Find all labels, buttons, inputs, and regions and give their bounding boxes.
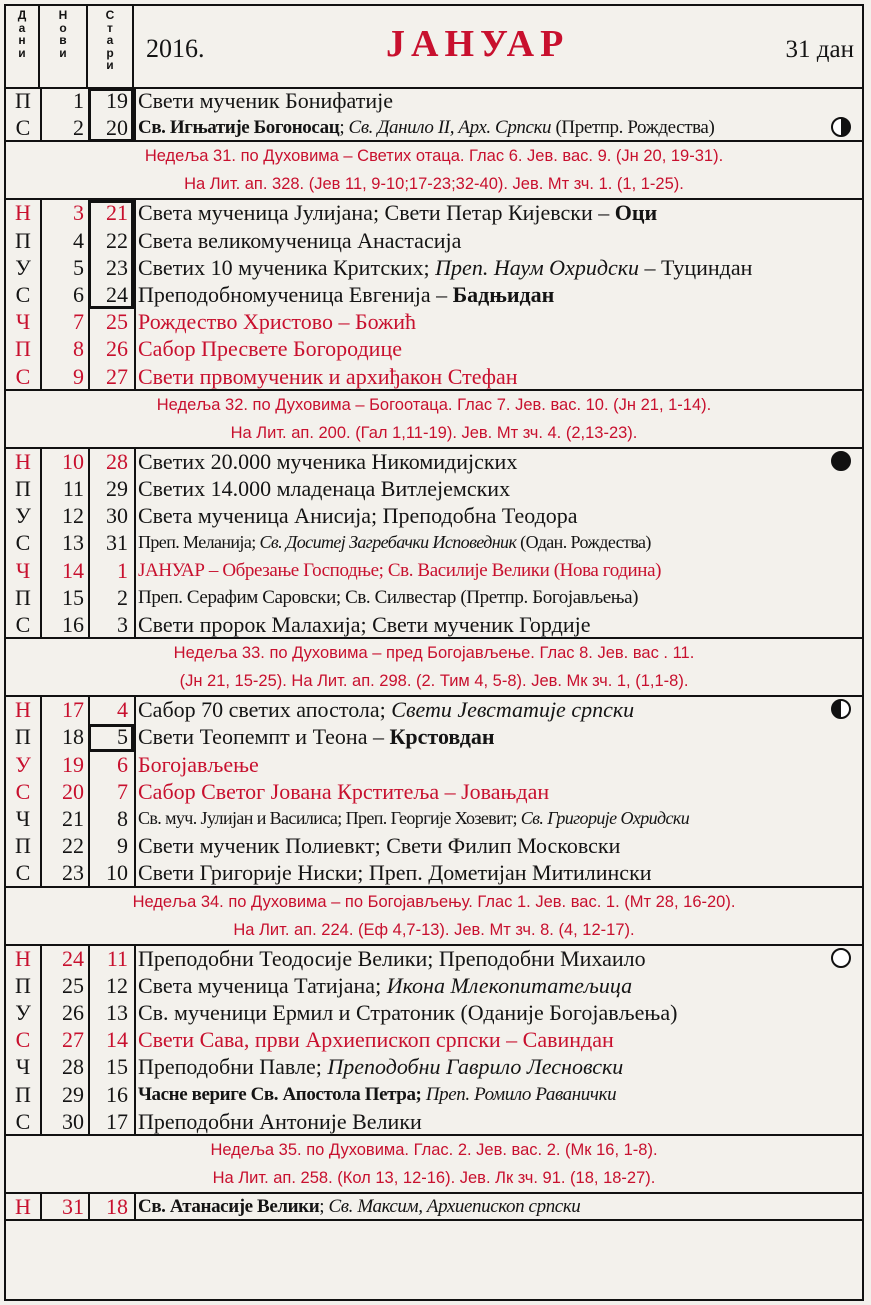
feast-text	[138, 778, 549, 805]
old-date: 8	[117, 806, 128, 831]
old-date: 25	[106, 309, 128, 335]
calendar-page	[4, 4, 864, 1301]
feast-text	[138, 87, 393, 114]
new-date: 24	[62, 945, 84, 971]
gospel-reading-line: На Лит. ап. 258. (Кол 13, 12-16). Јев. Лк зч. 91. (18, 18-27).	[212, 1169, 656, 1187]
feast-text	[138, 448, 517, 475]
old-date: 3	[117, 612, 128, 637]
col-header-letter: в	[59, 33, 67, 47]
col-header-letter: а	[18, 20, 26, 35]
feast-text-segment: Св. Доситеј Загребачки Исповедник	[259, 532, 517, 553]
feast-text-segment: Св. Игњатије Богоносац	[138, 117, 340, 139]
feast-text-segment: Бадњидан	[452, 282, 555, 307]
column-rule	[40, 199, 42, 389]
new-date: 5	[73, 254, 84, 280]
feast-text-segment: Света мученица Анисија; Преподобна Теодора	[138, 503, 578, 529]
new-date: 27	[62, 1027, 84, 1053]
feast-text-segment: Свети Сава, први Архиепископ српски – Савиндан	[138, 1027, 614, 1053]
weekday-letter: Н	[15, 1194, 31, 1219]
col-header-letter: Д	[17, 8, 27, 22]
weekday-letter: Ч	[15, 309, 31, 335]
feast-text	[138, 227, 461, 254]
column-rule	[88, 1193, 90, 1220]
new-date: 29	[62, 1081, 84, 1107]
old-date: 5	[117, 724, 128, 750]
old-date: 9	[117, 833, 128, 859]
feast-text-segment: ;	[319, 1196, 329, 1217]
feast-text-segment: Преп. Ромило Раванички	[425, 1083, 617, 1105]
feast-text-segment: Света мученица Татијана;	[138, 972, 387, 998]
feast-text-segment: Свети првомученик и архиђакон Стефан	[138, 363, 518, 389]
weekday-letter: П	[15, 227, 31, 253]
feast-text-segment: Преподобни Теодосије Велики; Преподобни Михаило	[138, 945, 646, 971]
new-date: 20	[62, 778, 84, 804]
feast-text-segment: Преподобни Гаврило Лесновски	[327, 1054, 624, 1080]
feast-text	[138, 945, 646, 972]
old-date: 23	[106, 254, 128, 280]
feast-text-segment: Свети мученик Бонифатије	[138, 88, 393, 113]
feast-text	[138, 502, 578, 529]
weekday-letter: С	[15, 1027, 31, 1053]
old-date: 16	[106, 1081, 128, 1107]
feast-text	[138, 723, 495, 750]
feast-text	[138, 832, 620, 859]
feast-text-segment: Светих 10 мученика Критских;	[138, 254, 436, 280]
feast-text	[138, 114, 714, 141]
gospel-reading-line: На Лит. ап. 224. (Еф 4,7-13). Јев. Мт зч. 8. (4, 12-17).	[233, 920, 635, 939]
weekday-letter: П	[15, 724, 31, 750]
feast-text-segment: Преподобни Антоније Велики	[138, 1108, 422, 1134]
feast-text-segment: ЈАНУАР – Обрезање Господње; Св. Василије Велики (Нова година)	[138, 559, 662, 581]
weekday-letter: П	[15, 476, 31, 501]
column-rule	[134, 199, 136, 389]
col-header-letter: о	[59, 20, 67, 35]
feast-text	[138, 1026, 614, 1053]
feast-text	[138, 611, 590, 638]
new-date: 14	[62, 557, 84, 583]
feast-text	[138, 972, 632, 999]
new-date: 4	[73, 227, 84, 253]
gospel-reading-line: На Лит. ап. 328. (Јев 11, 9-10;17-23;32-40). Јев. Мт зч. 1. (1, 1-25).	[184, 175, 684, 194]
new-date: 12	[62, 503, 84, 529]
feast-text-segment: Св. мученици Ермил и Стратоник (Оданије Богојављења)	[138, 1000, 678, 1025]
new-date: 1	[73, 88, 84, 113]
feast-text-segment: Св. Григорије Охридски	[520, 808, 690, 828]
new-date: 11	[62, 476, 84, 501]
new-date: 22	[62, 833, 84, 859]
weekday-letter: У	[15, 503, 31, 529]
old-date: 28	[106, 448, 128, 474]
col-header-letter: и	[18, 45, 26, 60]
weekday-letter: П	[15, 88, 31, 113]
weekday-letter: С	[15, 115, 31, 141]
month-header	[6, 6, 862, 89]
new-date: 30	[62, 1108, 84, 1134]
col-header-letter: т	[107, 20, 113, 35]
feast-text	[138, 696, 634, 723]
old-date: 30	[106, 503, 128, 529]
weekday-letter: П	[15, 833, 31, 859]
new-date: 15	[62, 584, 84, 610]
feast-text-segment: Богојављење	[138, 751, 259, 777]
old-date: 24	[106, 282, 128, 307]
feast-text	[138, 751, 259, 778]
feast-text-segment: Свети Теопемпт и Теона –	[138, 724, 390, 750]
feast-text-segment: Преп. Серафим Саровски; Св. Силвестар (Претпр. Богојављења)	[138, 586, 639, 608]
feast-text-segment: ;	[339, 117, 349, 139]
old-date: 31	[106, 530, 128, 556]
old-date: 20	[106, 115, 128, 141]
new-date: 9	[73, 363, 84, 389]
new-date: 31	[62, 1194, 84, 1219]
column-rule	[134, 696, 136, 886]
new-date: 21	[62, 806, 84, 831]
column-rule	[40, 696, 42, 886]
col-header-letter: Н	[58, 8, 68, 22]
feast-text-segment: Рождество Христово – Божић	[138, 309, 417, 335]
old-date-frame	[88, 200, 134, 309]
col-header-letter: С	[105, 8, 115, 22]
column-rule	[134, 448, 136, 638]
feast-text	[138, 335, 402, 362]
new-date: 26	[62, 1000, 84, 1025]
old-date: 14	[106, 1027, 128, 1053]
weekday-letter: Ч	[15, 806, 31, 831]
col-header-new	[40, 6, 88, 87]
feast-text	[138, 308, 416, 335]
new-date: 3	[73, 200, 84, 226]
feast-text	[138, 557, 661, 584]
feast-text-segment: Часне вериге Св. Апостола Петра;	[138, 1083, 422, 1105]
feast-text-segment: Сабор 70 светих апостола;	[138, 697, 392, 723]
old-date: 12	[106, 972, 128, 998]
old-date: 21	[106, 200, 128, 226]
weekday-letter: У	[15, 1000, 31, 1025]
feast-text-segment: Св. Максим, Архиепископ српски	[328, 1196, 581, 1217]
weekday-letter: П	[15, 584, 31, 610]
feast-text	[138, 859, 652, 886]
feast-text-segment: Преподобни Павле;	[138, 1054, 328, 1080]
new-date: 8	[73, 336, 84, 362]
feast-text-segment: Св. муч. Јулијан и Василиса; Преп. Георгије Хозевит;	[138, 808, 521, 828]
new-date: 28	[62, 1054, 84, 1080]
weekday-letter: С	[15, 282, 31, 307]
new-date: 25	[62, 972, 84, 998]
old-date-frame	[88, 88, 134, 142]
feast-text-segment: Свети пророк Малахија; Свети мученик Гордије	[138, 612, 591, 637]
feast-text	[138, 999, 677, 1026]
feast-text-segment: Преп. Наум Охридски	[435, 254, 640, 280]
weekday-letter: У	[15, 751, 31, 777]
old-date: 1	[117, 557, 128, 583]
column-rule	[134, 1193, 136, 1220]
days-count: 31 дан	[785, 36, 854, 63]
column-rule	[88, 945, 90, 1135]
weekday-letter: С	[15, 860, 31, 886]
gospel-reading-line: Недеља 31. по Духовима – Светих отаца. Глас 6. Јев. вас. 9. (Јн 20, 19-31).	[144, 147, 724, 166]
feast-text-segment: (Претпр. Рождества)	[551, 117, 715, 139]
feast-text-segment: Преп. Меланија;	[138, 532, 260, 553]
weekday-letter: С	[15, 1108, 31, 1134]
weekday-letter: Ч	[15, 557, 31, 583]
feast-text-segment: Сабор Пресвете Богородице	[138, 336, 402, 362]
col-header-letter: и	[59, 45, 67, 60]
old-date: 4	[117, 697, 128, 723]
gospel-reading-line: Недеља 32. по Духовима – Богоотаца. Глас 7. Јев. вас. 10. (Јн 21, 1-14).	[156, 395, 712, 414]
new-date: 10	[62, 448, 84, 474]
feast-text	[138, 1193, 580, 1220]
old-date: 10	[106, 860, 128, 886]
feast-text	[138, 475, 510, 502]
feast-text-segment: Оци	[614, 200, 658, 226]
feast-text	[138, 529, 651, 556]
column-rule	[134, 945, 136, 1135]
old-date: 13	[106, 1000, 128, 1025]
column-rule	[40, 1193, 42, 1220]
weekday-letter: П	[15, 1081, 31, 1107]
feast-text	[138, 1053, 623, 1080]
feast-text-segment: Сабор Светог Јована Крститеља – Јовањдан	[138, 778, 550, 804]
feast-text-segment: – Туциндан	[639, 254, 753, 280]
new-moon-icon	[830, 450, 852, 472]
feast-text-segment: Свети Јевстатије српски	[391, 697, 635, 723]
column-rule	[88, 448, 90, 638]
new-date: 16	[62, 612, 84, 637]
old-date: 15	[106, 1054, 128, 1080]
old-date: 7	[117, 778, 128, 804]
old-date: 17	[106, 1108, 128, 1134]
feast-text-segment: Светих 20.000 мученика Никомидијских	[138, 448, 518, 474]
weekday-letter: Н	[15, 200, 31, 226]
col-header-days	[6, 6, 40, 87]
old-date: 26	[106, 336, 128, 362]
gospel-reading-line: (Јн 21, 15-25). На Лит. ап. 298. (2. Тим 4, 5-8). Јев. Мк зч. 1, (1,1-8).	[179, 672, 689, 691]
weekday-letter: С	[15, 530, 31, 556]
feast-text-segment: Св. Данило II, Арх. Српски	[348, 117, 552, 139]
col-header-old	[88, 6, 134, 87]
column-rule	[40, 945, 42, 1135]
weekday-letter: У	[15, 254, 31, 280]
old-date: 2	[117, 584, 128, 610]
new-date: 18	[62, 724, 84, 750]
column-rule	[40, 448, 42, 638]
weekday-letter: Н	[15, 448, 31, 474]
column-rule	[134, 87, 136, 141]
feast-text	[138, 1081, 616, 1108]
feast-text	[138, 254, 752, 281]
weekday-letter: П	[15, 972, 31, 998]
weekday-letter: С	[15, 612, 31, 637]
feast-text-segment: Свети мученик Полиевкт; Свети Филип Московски	[138, 833, 621, 859]
weekday-letter: Н	[15, 697, 31, 723]
feast-text-segment: Преподобномученица Евгенија –	[138, 282, 453, 307]
weekday-letter: Ч	[15, 1054, 31, 1080]
gospel-reading-line: Недеља 33. по Духовима – пред Богојављење. Глас 8. Јев. вас . 11.	[173, 644, 695, 663]
old-date: 19	[106, 88, 128, 113]
feast-text-segment: Икона Млекопитатељица	[386, 972, 633, 998]
feast-text-segment: Света великомученица Анастасија	[138, 227, 462, 253]
section-rule	[6, 1219, 862, 1221]
feast-text	[138, 199, 657, 226]
feast-text	[138, 281, 554, 308]
feast-text	[138, 363, 518, 390]
old-date-frame	[88, 724, 134, 751]
column-rule	[40, 87, 42, 141]
feast-text	[138, 584, 638, 611]
weekday-letter: П	[15, 336, 31, 362]
col-header-letter: и	[106, 58, 114, 72]
feast-text	[138, 1108, 422, 1135]
feast-text-segment: Св. Атанасије Велики	[138, 1196, 320, 1217]
last-quarter-moon-icon	[830, 698, 852, 720]
feast-text-segment: Света мученица Јулијана; Свети Петар Кијевски –	[138, 200, 615, 226]
gospel-reading-line: Недеља 34. по Духовима – по Богојављењу. Глас 1. Јев. вас. 1. (Мт 28, 16-20).	[132, 892, 736, 911]
new-date: 6	[73, 282, 84, 307]
new-date: 13	[62, 530, 84, 556]
col-header-letter: а	[106, 33, 114, 47]
new-date: 2	[73, 115, 84, 141]
month-title: ЈАНУАР	[386, 23, 570, 65]
old-date: 11	[106, 945, 128, 971]
feast-text-segment: (Одан. Рождества)	[516, 532, 651, 553]
weekday-letter: С	[15, 778, 31, 804]
year-label: 2016.	[146, 34, 205, 63]
feast-text-segment: Крстовдан	[389, 724, 495, 750]
new-date: 7	[73, 309, 84, 335]
new-date: 19	[62, 751, 84, 777]
full-moon-icon	[830, 947, 852, 969]
old-date: 27	[106, 363, 128, 389]
old-date: 18	[106, 1194, 128, 1219]
new-date: 23	[62, 860, 84, 886]
feast-text	[138, 805, 689, 832]
col-header-letter: р	[106, 45, 114, 60]
col-header-letter: н	[18, 33, 26, 47]
old-date: 29	[106, 476, 128, 501]
weekday-letter: С	[15, 363, 31, 389]
feast-text-segment: Свети Григорије Ниски; Преп. Дометијан Митилински	[138, 860, 652, 886]
weekday-letter: Н	[15, 945, 31, 971]
new-date: 17	[62, 697, 84, 723]
feast-text-segment: Светих 14.000 младенаца Витлејемских	[138, 476, 511, 501]
gospel-reading-line: На Лит. ап. 200. (Гал 1,11-19). Јев. Мт зч. 4. (2,13-23).	[230, 423, 638, 442]
gospel-reading-line: Недеља 35. по Духовима. Глас. 2. Јев. вас. 2. (Мк 16, 1-8).	[210, 1141, 658, 1159]
old-date: 22	[106, 227, 128, 253]
old-date: 6	[117, 751, 128, 777]
first-quarter-moon-icon	[830, 116, 852, 138]
